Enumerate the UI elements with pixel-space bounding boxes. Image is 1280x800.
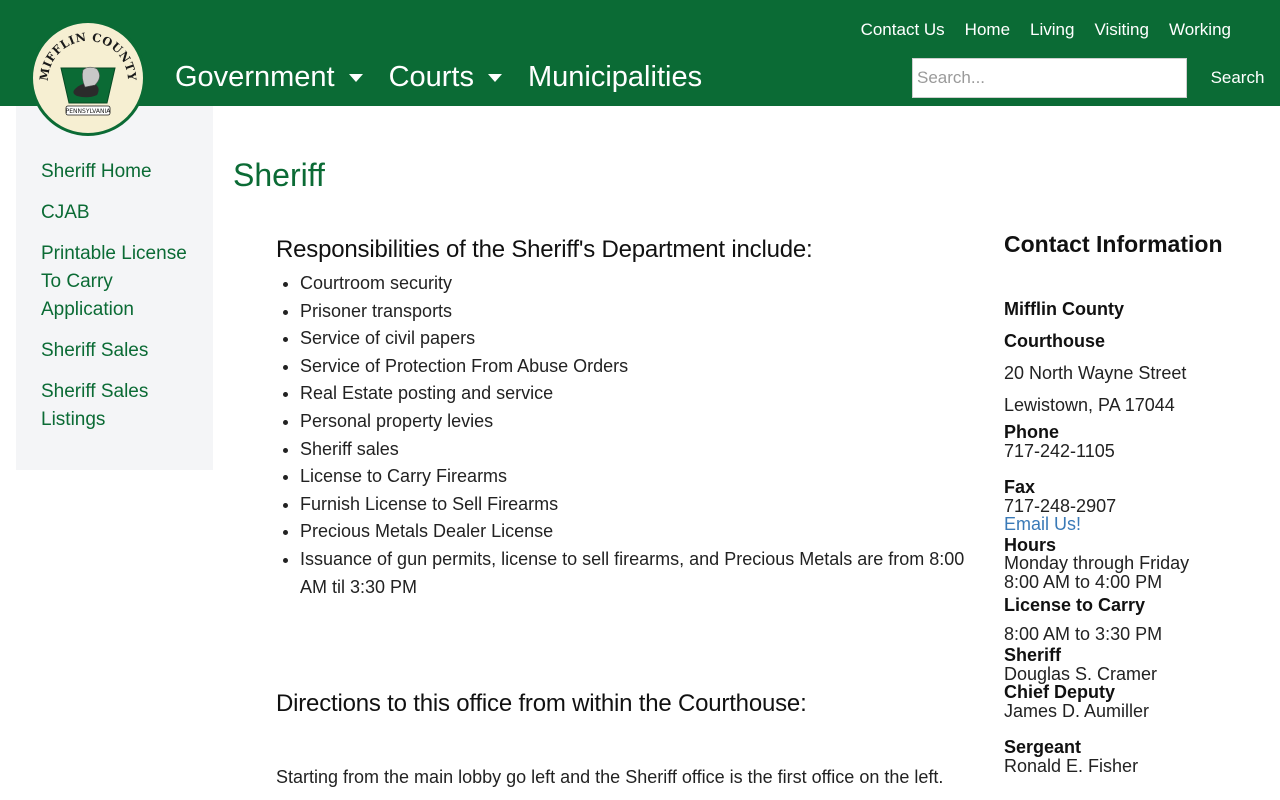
contact-sergeant-name: Ronald E. Fisher bbox=[1004, 755, 1139, 776]
list-item: • Issuance of gun permits, license to sell firearms, and Precious Metals are from 8:00 AM til 3:30 PM bbox=[300, 546, 966, 601]
list-item: • Service of Protection From Abuse Orders bbox=[300, 353, 966, 381]
list-item: • Personal property levies bbox=[300, 408, 966, 436]
contact-address-city: Lewistown, PA 17044 bbox=[1004, 395, 1175, 415]
main-content bbox=[276, 236, 966, 787]
responsibilities-list bbox=[276, 270, 966, 601]
contact-ltc-time: 8:00 AM to 3:30 PM bbox=[1004, 623, 1163, 644]
list-item: • Precious Metals Dealer License bbox=[300, 518, 966, 546]
nav-contact-us-link[interactable]: Contact Us bbox=[860, 20, 945, 39]
nav-courts-dropdown[interactable] bbox=[389, 61, 502, 94]
sidebar-menu bbox=[16, 106, 213, 434]
contact-address-street: 20 North Wayne Street bbox=[1004, 363, 1187, 383]
main-nav bbox=[175, 58, 728, 96]
list-item: • Prisoner transports bbox=[300, 298, 966, 326]
contact-phone-label: Phone bbox=[1004, 422, 1060, 442]
list-item: • Service of civil papers bbox=[300, 325, 966, 353]
contact-information bbox=[1004, 232, 1244, 775]
contact-heading: Contact Information bbox=[1004, 231, 1223, 257]
nav-living-link[interactable]: Living bbox=[1030, 20, 1075, 39]
nav-municipalities-label: Municipalities bbox=[528, 60, 703, 93]
contact-sheriff-name: Douglas S. Cramer bbox=[1004, 663, 1158, 684]
seal-top-text: MIFFLIN COUNTY bbox=[36, 29, 140, 82]
contact-hours-days: Monday through Friday bbox=[1004, 553, 1190, 573]
search-button[interactable]: Search bbox=[1200, 58, 1275, 98]
list-item: • License to Carry Firearms bbox=[300, 463, 966, 491]
nav-government-dropdown[interactable] bbox=[175, 61, 363, 94]
contact-sergeant-label: Sergeant bbox=[1004, 737, 1082, 757]
contact-hours-label: Hours bbox=[1004, 534, 1057, 555]
nav-visiting-link[interactable]: Visiting bbox=[1094, 20, 1149, 39]
county-seal-icon bbox=[33, 23, 143, 133]
list-item: • Furnish License to Sell Firearms bbox=[300, 491, 966, 519]
chevron-down-icon bbox=[349, 74, 363, 82]
responsibilities-heading: Responsibilities of the Sheriff's Department include: bbox=[276, 236, 813, 263]
search-input[interactable] bbox=[912, 58, 1187, 98]
nav-courts-label: Courts bbox=[388, 60, 474, 93]
directions-heading: Directions to this office from within the Courthouse: bbox=[276, 690, 807, 717]
directions-text: Starting from the main lobby go left and the Sheriff office is the first office on the left. bbox=[276, 767, 944, 787]
sidebar bbox=[16, 106, 213, 470]
list-item: • Sheriff sales bbox=[300, 436, 966, 464]
contact-hours-time: 8:00 AM to 4:00 PM bbox=[1004, 571, 1163, 592]
list-item: • Real Estate posting and service bbox=[300, 380, 966, 408]
contact-fax-value: 717-248-2907 bbox=[1004, 495, 1117, 516]
list-item: • Courtroom security bbox=[300, 270, 966, 298]
contact-org-line2: Courthouse bbox=[1004, 331, 1105, 351]
contact-chief-deputy-name: James D. Aumiller bbox=[1004, 700, 1150, 721]
contact-fax-label: Fax bbox=[1004, 477, 1036, 497]
sidebar-item-sheriff-sales-listings[interactable]: Sheriff Sales Listings bbox=[41, 381, 149, 430]
sidebar-item-license-application[interactable]: Printable License To Carry Application bbox=[41, 243, 187, 320]
nav-municipalities-link[interactable] bbox=[528, 61, 702, 94]
contact-chief-deputy-label: Chief Deputy bbox=[1004, 682, 1116, 702]
utility-nav bbox=[841, 20, 1231, 40]
seal-bottom-text: PENNSYLVANIA bbox=[65, 108, 111, 115]
sidebar-item-cjab[interactable]: CJAB bbox=[41, 202, 90, 223]
email-us-link[interactable]: Email Us! bbox=[1004, 514, 1082, 534]
nav-home-link[interactable]: Home bbox=[964, 20, 1011, 39]
chevron-down-icon bbox=[488, 74, 502, 82]
page-title: Sheriff bbox=[233, 157, 325, 193]
county-seal-logo[interactable] bbox=[30, 20, 146, 136]
sidebar-item-sheriff-home[interactable]: Sheriff Home bbox=[41, 161, 152, 182]
contact-org-line1: Mifflin County bbox=[1004, 299, 1124, 319]
contact-sheriff-label: Sheriff bbox=[1004, 645, 1062, 665]
sidebar-item-sheriff-sales[interactable]: Sheriff Sales bbox=[41, 340, 149, 361]
contact-ltc-label: License to Carry bbox=[1004, 595, 1146, 615]
nav-working-link[interactable]: Working bbox=[1168, 20, 1231, 39]
contact-phone-value: 717-242-1105 bbox=[1004, 440, 1115, 461]
site-header bbox=[0, 0, 1280, 106]
nav-government-label: Government bbox=[175, 60, 335, 93]
